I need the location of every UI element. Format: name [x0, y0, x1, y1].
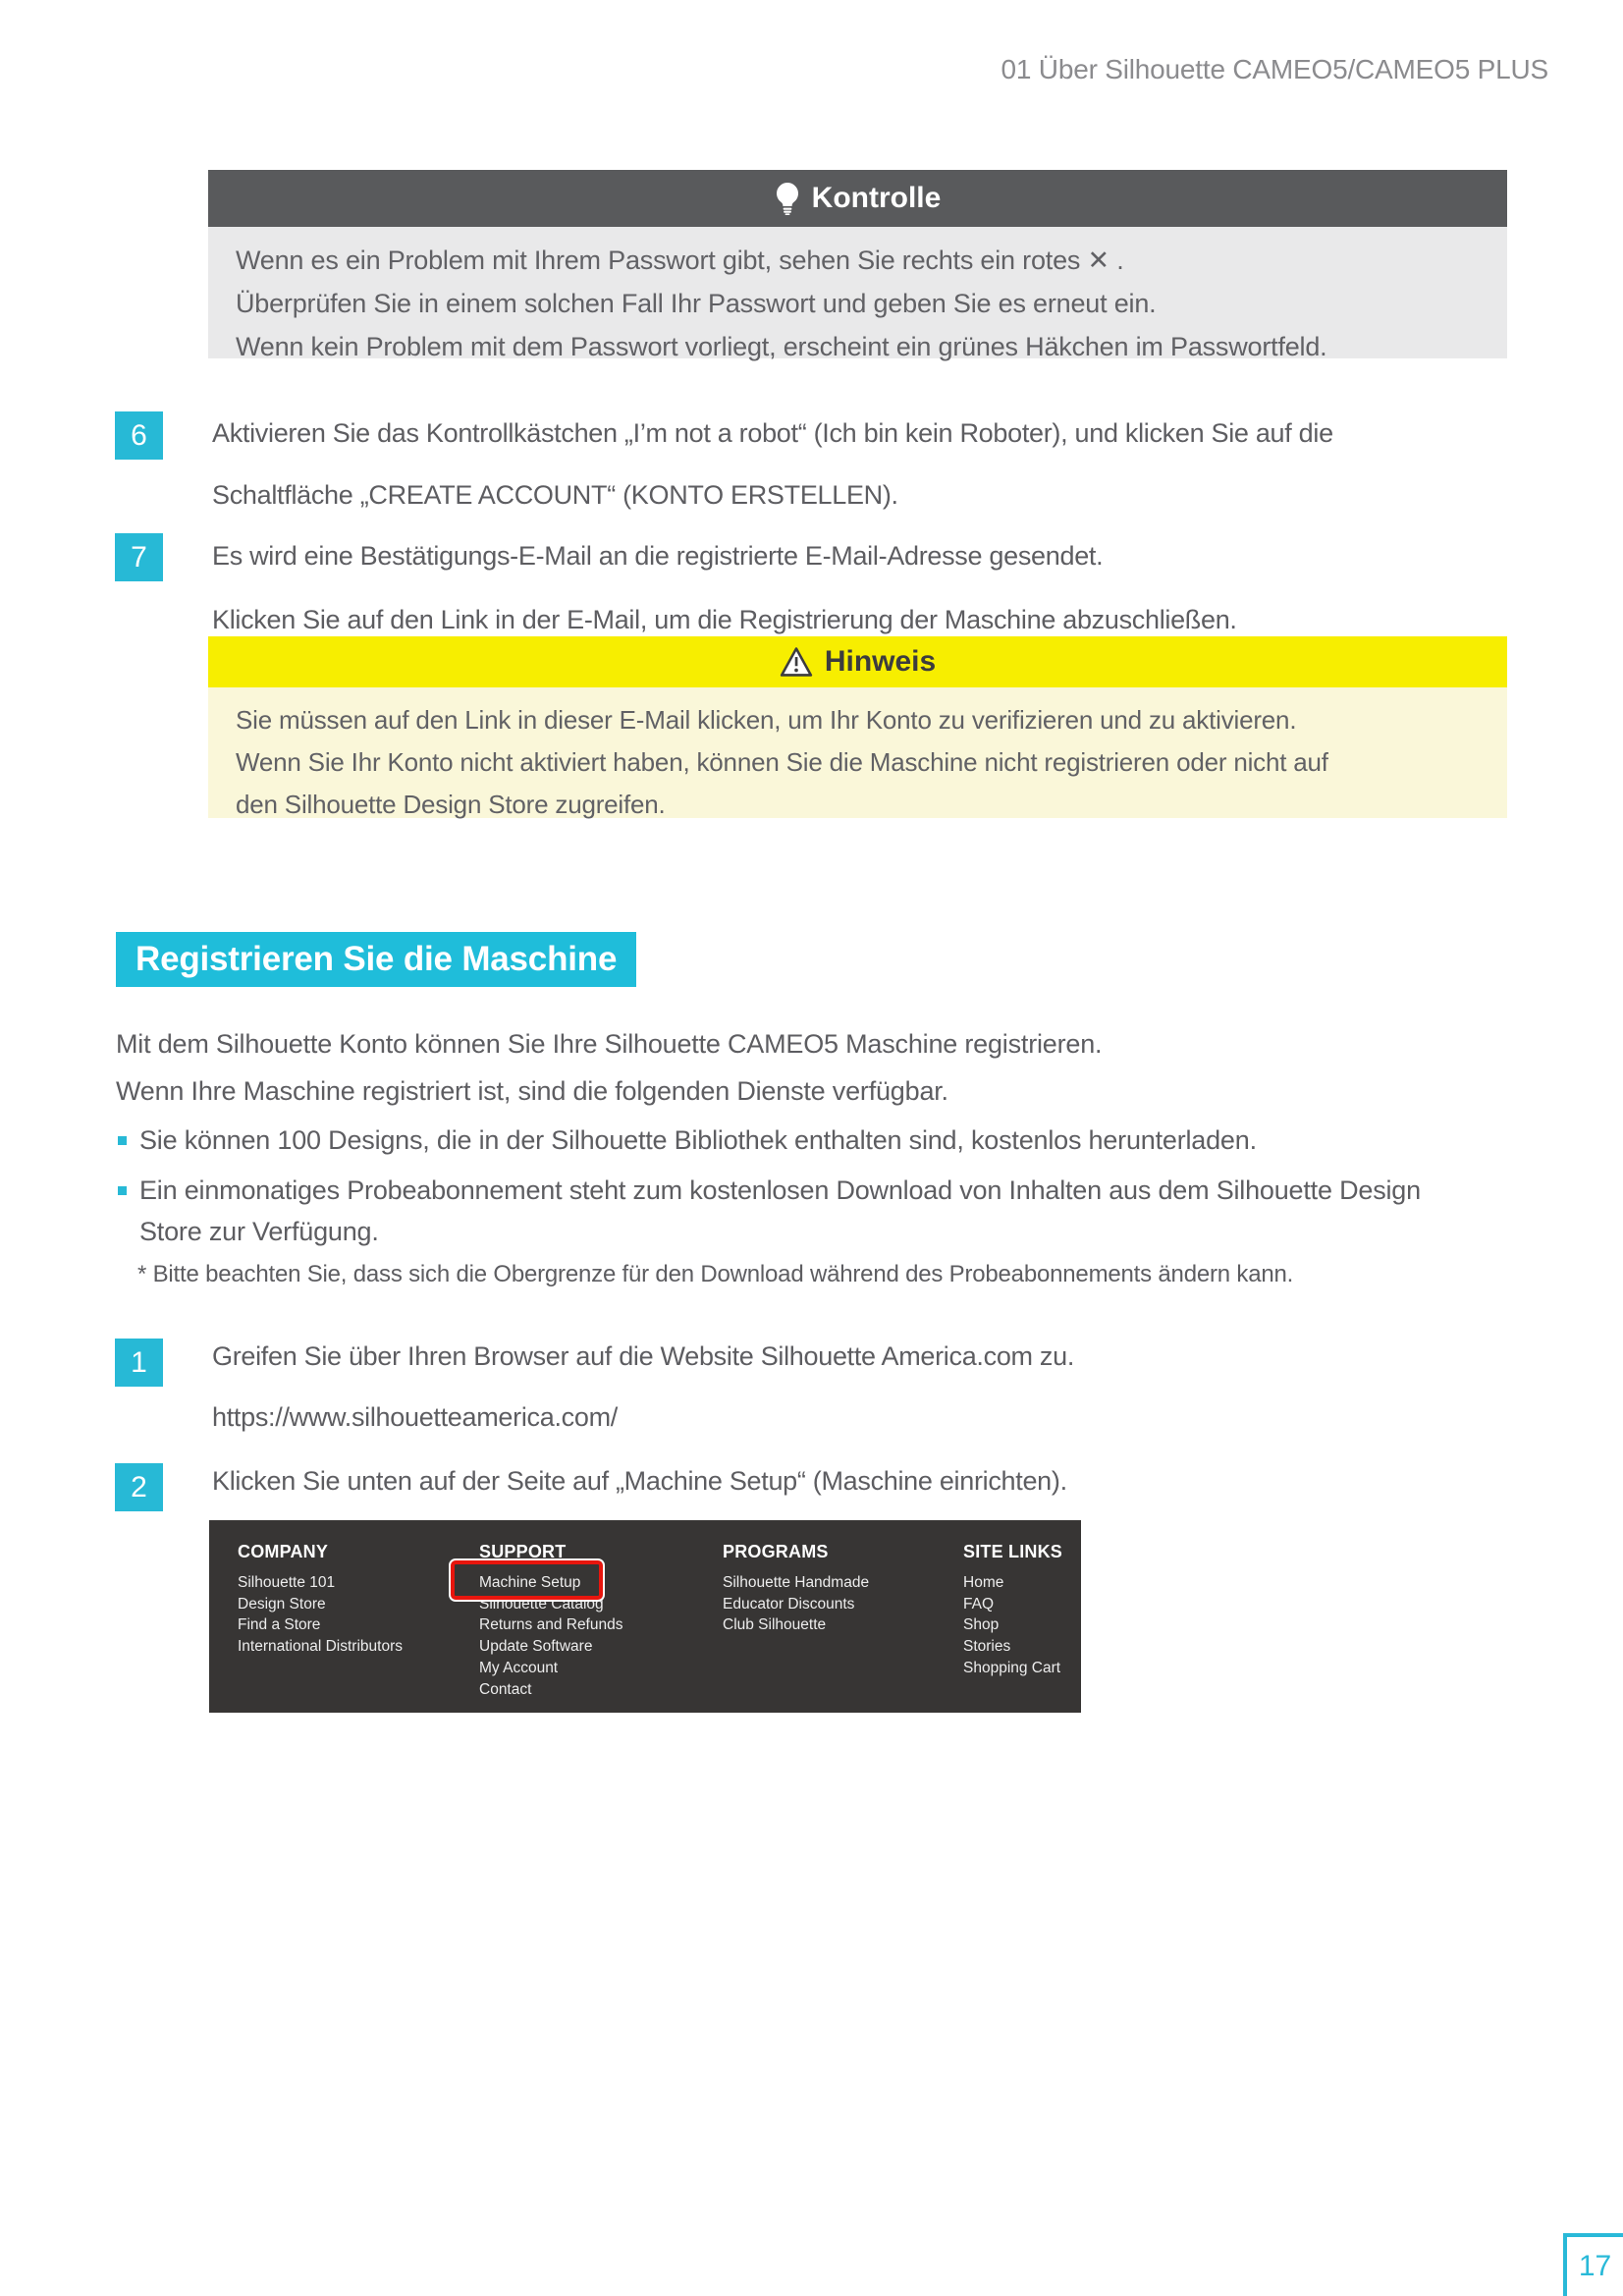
step-number-6: 6: [115, 411, 163, 460]
step-number-2: 2: [115, 1463, 163, 1511]
hinweis-body: [208, 687, 1507, 818]
footer-link-club-silhouette[interactable]: Club Silhouette: [723, 1616, 827, 1634]
page-number: 17: [1578, 2250, 1612, 2282]
hinweis-line-2: Wenn Sie Ihr Konto nicht aktiviert haben, können Sie die Maschine nicht registrieren oder nicht auf: [236, 747, 1328, 777]
kontrolle-line-2: Überprüfen Sie in einem solchen Fall Ihr Passwort und geben Sie es erneut ein.: [236, 289, 1157, 318]
footer-link-educator-discounts[interactable]: Educator Discounts: [723, 1595, 855, 1613]
kontrolle-box: [208, 170, 1507, 361]
step-number-7: 7: [115, 533, 163, 581]
footer-link-find-a-store[interactable]: Find a Store: [238, 1616, 321, 1634]
footer-header-site-links: SITE LINKS: [963, 1542, 1063, 1561]
step-1-text: Greifen Sie über Ihren Browser auf die Website Silhouette America.com zu.: [212, 1341, 1075, 1371]
page-number-box: [1563, 2233, 1623, 2296]
hinweis-title: Hinweis: [824, 645, 937, 678]
kontrolle-body: [208, 227, 1507, 361]
section-bullet-2-line-1: Ein einmonatiges Probeabonnement steht zum kostenlosen Download von Inhalten aus dem Silhouette Design: [139, 1175, 1421, 1205]
hinweis-header: [208, 636, 1507, 687]
footer-link-stories[interactable]: Stories: [963, 1638, 1011, 1656]
page-header: 01 Über Silhouette CAMEO5/CAMEO5 PLUS: [1001, 54, 1548, 84]
footer-header-programs: PROGRAMS: [723, 1542, 829, 1561]
footer-link-silhouette-handmade[interactable]: Silhouette Handmade: [723, 1574, 870, 1591]
section-paragraph-2: Wenn Ihre Maschine registriert ist, sind die folgenden Dienste verfügbar.: [116, 1076, 948, 1106]
section-paragraph-1: Mit dem Silhouette Konto können Sie Ihre Silhouette CAMEO5 Maschine registrieren.: [116, 1029, 1103, 1059]
footer-link-international-distributors[interactable]: International Distributors: [238, 1638, 403, 1656]
step-7-text-line-2: Klicken Sie auf den Link in der E-Mail, um die Registrierung der Maschine abzuschließen.: [212, 605, 1237, 634]
step-1-url[interactable]: https://www.silhouetteamerica.com/: [212, 1402, 618, 1432]
kontrolle-line-1: Wenn es ein Problem mit Ihrem Passwort gibt, sehen Sie rechts ein rotes ✕ .: [236, 246, 1124, 275]
section-footnote: * Bitte beachten Sie, dass sich die Obergrenze für den Download während des Probeabonnements ändern kann.: [137, 1261, 1294, 1287]
footer-link-home[interactable]: Home: [963, 1574, 1004, 1591]
footer-link-silhouette-101[interactable]: Silhouette 101: [238, 1574, 336, 1591]
footer-link-machine-setup[interactable]: Machine Setup: [479, 1574, 581, 1591]
section-bullet-1: Sie können 100 Designs, die in der Silhouette Bibliothek enthalten sind, kostenlos herunterladen.: [139, 1125, 1257, 1155]
footer-link-my-account[interactable]: My Account: [479, 1659, 559, 1676]
website-footer-screenshot: [209, 1520, 1081, 1713]
warning-triangle-icon: [780, 646, 813, 678]
section-title-register-machine: Registrieren Sie die Maschine: [116, 932, 636, 987]
step-number-1: 1: [115, 1339, 163, 1387]
kontrolle-title: Kontrolle: [811, 182, 942, 214]
footer-link-returns-and-refunds[interactable]: Returns and Refunds: [479, 1616, 623, 1634]
footer-column-company: [238, 1542, 403, 1658]
kontrolle-header: [208, 170, 1507, 227]
footer-column-programs: [723, 1542, 869, 1636]
lightbulb-icon: [775, 182, 800, 215]
step-6-text-line-1: Aktivieren Sie das Kontrollkästchen „I’m not a robot“ (Ich bin kein Roboter), und klicken Sie auf die: [212, 418, 1333, 448]
section-bullet-2-line-2: Store zur Verfügung.: [139, 1217, 379, 1246]
footer-header-support: SUPPORT: [479, 1542, 567, 1561]
footer-link-update-software[interactable]: Update Software: [479, 1638, 593, 1656]
step-2-text: Klicken Sie unten auf der Seite auf „Machine Setup“ (Maschine einrichten).: [212, 1466, 1067, 1496]
hinweis-line-1: Sie müssen auf den Link in dieser E-Mail klicken, um Ihr Konto zu verifizieren und zu aktivieren.: [236, 705, 1297, 735]
kontrolle-line-3: Wenn kein Problem mit dem Passwort vorliegt, erscheint ein grünes Häkchen im Passwortfeld.: [236, 332, 1327, 361]
footer-link-silhouette-catalog[interactable]: Silhouette Catalog: [479, 1595, 604, 1613]
footer-header-company: COMPANY: [238, 1542, 329, 1561]
bullet-icon: [118, 1186, 127, 1195]
footer-link-shop[interactable]: Shop: [963, 1616, 1000, 1634]
hinweis-line-3: den Silhouette Design Store zugreifen.: [236, 790, 666, 819]
footer-link-shopping-cart[interactable]: Shopping Cart: [963, 1659, 1061, 1676]
footer-link-design-store[interactable]: Design Store: [238, 1595, 326, 1613]
step-7-text-line-1: Es wird eine Bestätigungs-E-Mail an die registrierte E-Mail-Adresse gesendet.: [212, 541, 1104, 571]
footer-column-site-links: [963, 1542, 1062, 1679]
bullet-icon: [118, 1136, 127, 1145]
hinweis-box: [208, 636, 1507, 818]
footer-link-contact[interactable]: Contact: [479, 1680, 532, 1698]
footer-column-support: [479, 1542, 622, 1700]
footer-link-faq[interactable]: FAQ: [963, 1595, 995, 1613]
step-6-text-line-2: Schaltfläche „CREATE ACCOUNT“ (KONTO ERSTELLEN).: [212, 480, 898, 510]
